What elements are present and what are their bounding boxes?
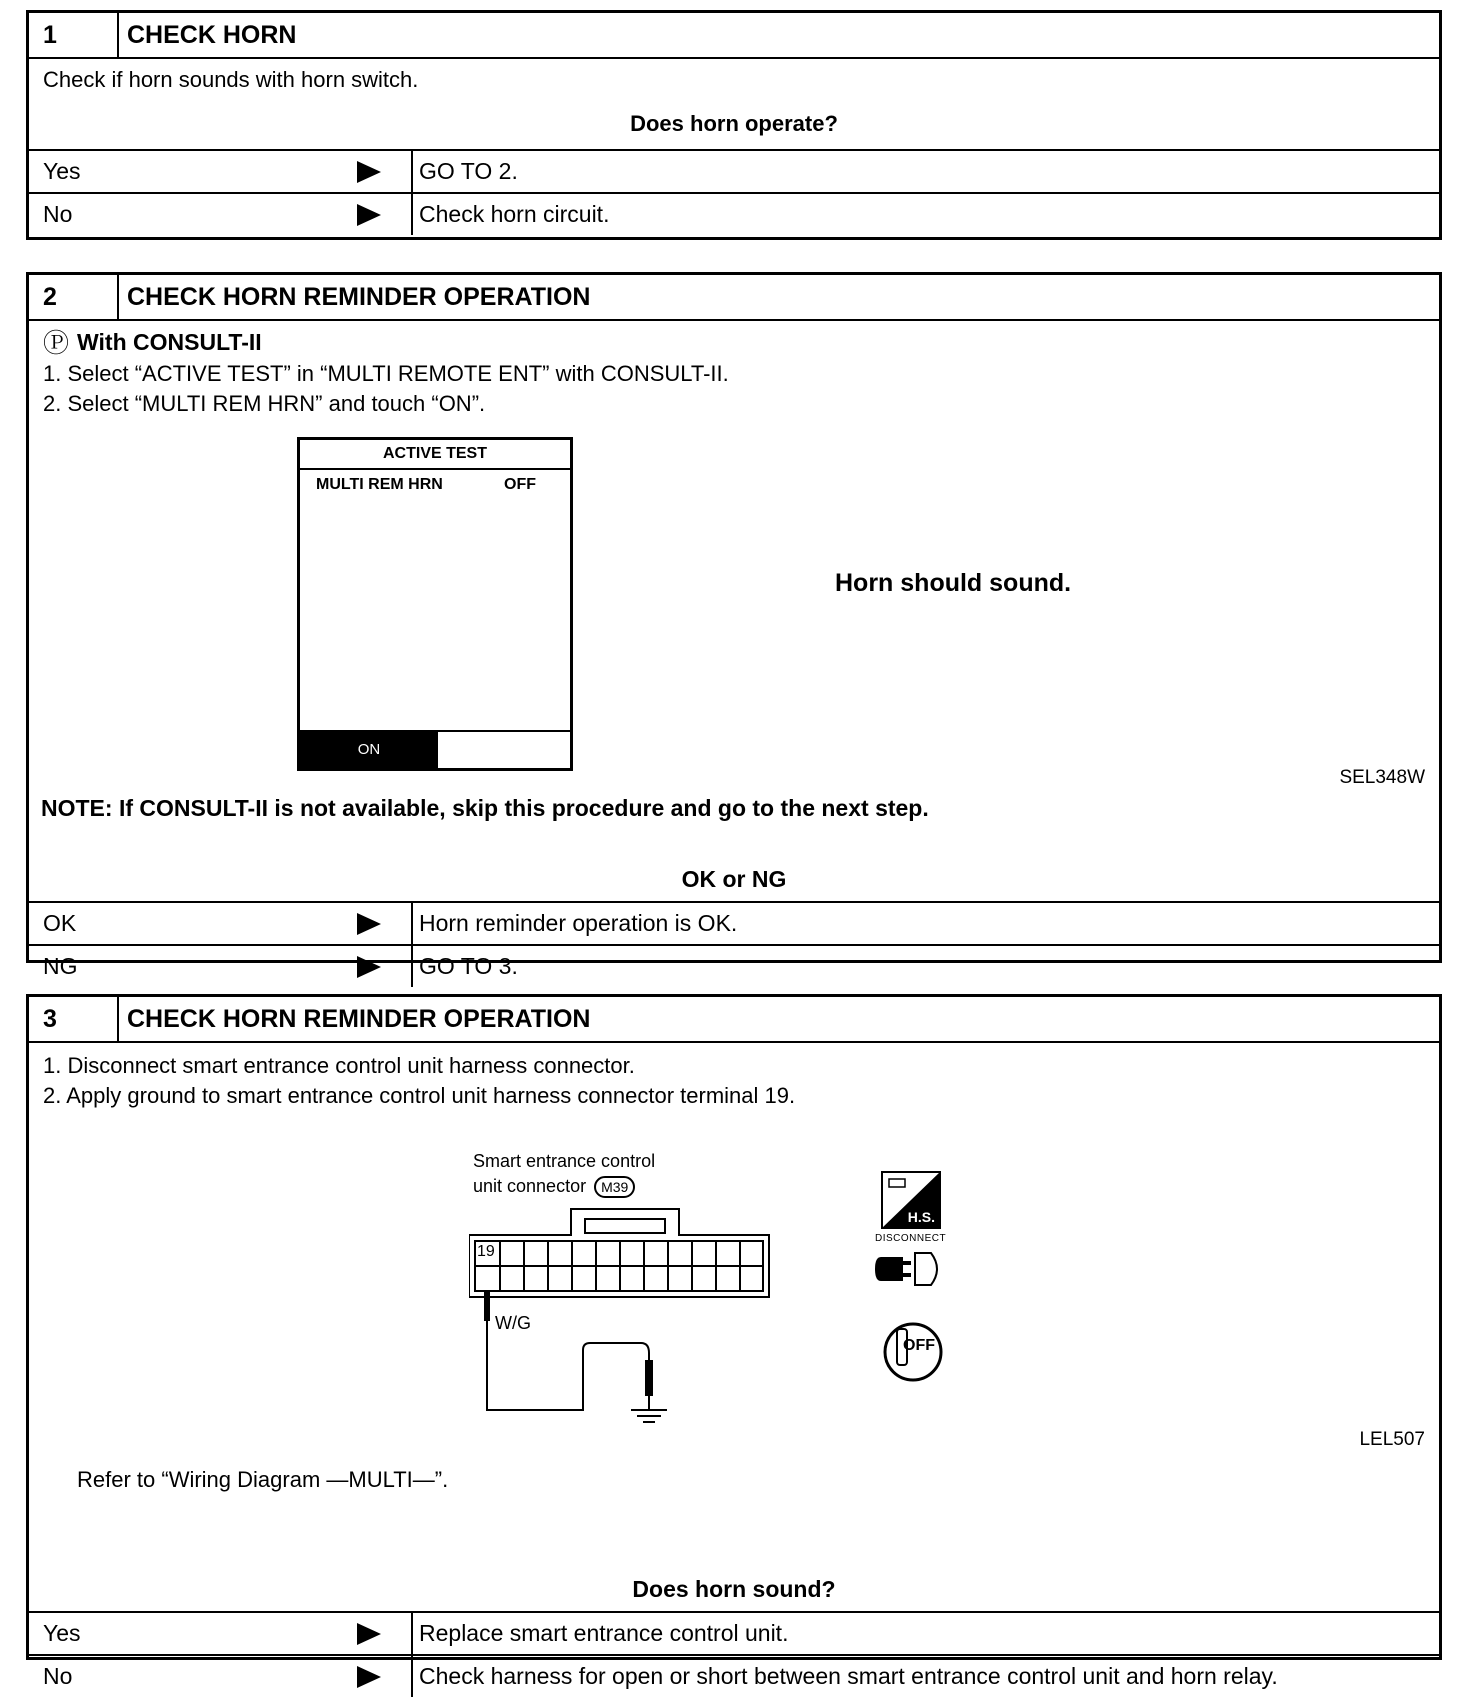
step-3-header <box>29 997 1439 1043</box>
step-question: Does horn sound? <box>632 1576 836 1602</box>
result-row-yes <box>29 149 1439 192</box>
step-2-box <box>26 272 1442 979</box>
result-row-no <box>29 1654 1439 1697</box>
note: NOTE: If CONSULT-II is not available, skip this procedure and go to the next step. <box>41 795 929 821</box>
on-button[interactable]: ON <box>300 732 438 768</box>
result-row-ok <box>29 901 1439 944</box>
harness-side-icon <box>881 1171 941 1229</box>
terminal-number: 19 <box>477 1243 495 1260</box>
connector-label: unit connector <box>473 1176 587 1196</box>
result-label: Yes <box>43 1620 81 1646</box>
step-number: 1 <box>29 13 119 57</box>
arrow-right-icon <box>357 913 381 935</box>
figure-code: SEL348W <box>1339 767 1425 788</box>
refer-text: Refer to “Wiring Diagram —MULTI—”. <box>77 1467 449 1492</box>
step-question: Does horn operate? <box>630 111 838 136</box>
step-1-box <box>26 10 1442 240</box>
result-label: NG <box>43 953 78 979</box>
step-3-body <box>29 1043 1439 1567</box>
arrow-right-icon <box>357 1666 381 1688</box>
procedure-step: 2. Select “MULTI REM HRN” and touch “ON”. <box>43 391 486 416</box>
result-text: Replace smart entrance control unit. <box>419 1620 789 1646</box>
disconnect-icon <box>875 1247 945 1291</box>
step-instruction: Check if horn sounds with horn switch. <box>43 67 419 92</box>
connector-id-badge: M39 <box>594 1176 635 1198</box>
expected-result: Horn should sound. <box>835 569 1072 597</box>
screen-value: OFF <box>504 476 536 493</box>
step-3-box <box>26 994 1442 1689</box>
arrow-right-icon <box>357 956 381 978</box>
result-label: No <box>43 201 73 227</box>
step-title: CHECK HORN <box>127 21 297 49</box>
step-2-body <box>29 321 1439 857</box>
result-text: Check horn circuit. <box>419 201 610 227</box>
consult-icon: Ⓟ <box>43 327 70 358</box>
consult-heading: With CONSULT-II <box>77 329 262 355</box>
step-title: CHECK HORN REMINDER OPERATION <box>127 1005 591 1033</box>
consult-screen <box>297 437 573 771</box>
result-row-yes <box>29 1611 1439 1654</box>
figure-code: LEL507 <box>1359 1429 1425 1450</box>
procedure-step: 1. Select “ACTIVE TEST” in “MULTI REMOTE ENT” with CONSULT-II. <box>43 361 729 386</box>
result-label: Yes <box>43 158 81 184</box>
result-text: Horn reminder operation is OK. <box>419 910 738 936</box>
procedure-step: 2. Apply ground to smart entrance control unit harness connector terminal 19. <box>43 1083 796 1108</box>
result-row-no <box>29 192 1439 235</box>
step-title: CHECK HORN REMINDER OPERATION <box>127 283 591 311</box>
arrow-right-icon <box>357 204 381 226</box>
result-text: GO TO 2. <box>419 158 518 184</box>
step-number: 2 <box>29 275 119 319</box>
wire-color: W/G <box>495 1313 531 1333</box>
step-question: OK or NG <box>681 866 787 892</box>
result-row-ng <box>29 944 1439 987</box>
procedure-step: 1. Disconnect smart entrance control unit harness connector. <box>43 1053 635 1078</box>
disconnect-label: DISCONNECT <box>875 1233 947 1244</box>
step-2-header <box>29 275 1439 321</box>
result-text: GO TO 3. <box>419 953 518 979</box>
screen-title: ACTIVE TEST <box>300 440 570 470</box>
arrow-right-icon <box>357 161 381 183</box>
step-number: 3 <box>29 997 119 1041</box>
connector-label: Smart entrance control <box>473 1151 656 1171</box>
hs-label: H.S. <box>907 1209 935 1225</box>
screen-item: MULTI REM HRN <box>316 476 443 493</box>
step-1-header <box>29 13 1439 59</box>
result-label: No <box>43 1663 73 1689</box>
screen-blank-button[interactable] <box>438 732 570 768</box>
arrow-right-icon <box>357 1623 381 1645</box>
off-label: OFF <box>903 1337 935 1354</box>
result-text: Check harness for open or short between smart entrance control unit and horn relay. <box>419 1663 1278 1689</box>
result-label: OK <box>43 910 77 936</box>
